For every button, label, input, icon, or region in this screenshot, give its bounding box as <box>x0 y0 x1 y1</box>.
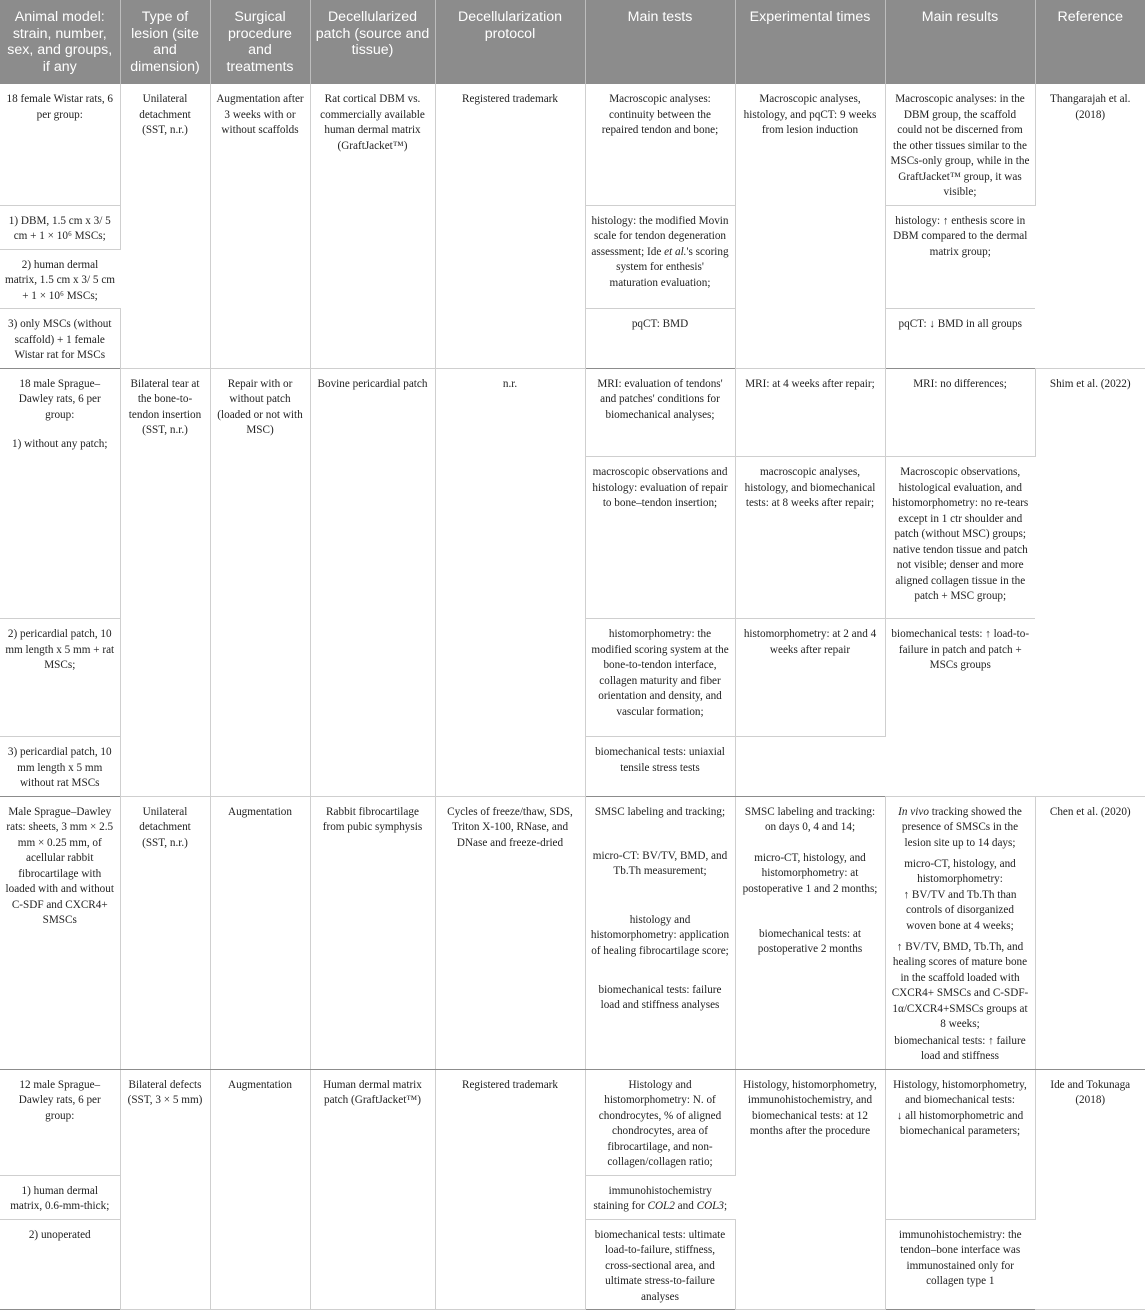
header-lesion-type: Type of lesion (site and dimension) <box>120 0 210 84</box>
reference-cell: Shim et al. (2022) <box>1035 368 1145 796</box>
header-main-tests: Main tests <box>585 0 735 84</box>
table-row <box>0 796 1145 1069</box>
surgical-cell: Augmentation <box>210 796 310 1069</box>
results-cell: Macroscopic analyses: in the DBM group, the scaffold could not be discerned from the other tissues similar to the MSCs-only group, while in the GraftJacket™ group, it was visible; <box>885 84 1035 205</box>
animal-cell: 2) human dermal matrix, 1.5 cm x 3/ 5 cm + 1 × 10⁶ MSCs; <box>0 249 120 309</box>
tests-text: SMSC labeling and tracking; <box>594 805 726 818</box>
animal-cell: 18 female Wistar rats, 6 per group: <box>0 84 120 205</box>
animal-cell: 1) DBM, 1.5 cm x 3/ 5 cm + 1 × 10⁶ MSCs; <box>0 205 120 249</box>
lesion-cell: Unilateral detachment (SST, n.r.) <box>120 84 210 368</box>
tests-cell: macroscopic observations and histology: evaluation of repair to bone–tendon insertion; <box>585 457 735 619</box>
results-cell: immunohistochemistry: the tendon–bone interface was immunostained only for collagen type 1 <box>885 1219 1035 1310</box>
surgical-cell: Augmentation <box>210 1069 310 1310</box>
patch-cell: Human dermal matrix patch (GraftJacket™) <box>310 1069 435 1310</box>
times-cell: macroscopic analyses, histology, and biomechanical tests: at 8 weeks after repair; <box>735 457 885 619</box>
times-cell <box>735 796 885 1069</box>
patch-cell: Rat cortical DBM vs. commercially available human dermal matrix (GraftJacket™) <box>310 84 435 368</box>
animal-cell <box>0 368 120 457</box>
animal-cell: 3) pericardial patch, 10 mm length x 5 mm without rat MSCs <box>0 737 120 797</box>
header-animal-model: Animal model: strain, number, sex, and groups, if any <box>0 0 120 84</box>
results-text: Histology, histomorphometry, and biomechanical tests: <box>893 1078 1027 1106</box>
lesion-cell: Bilateral tear at the bone-to-tendon insertion (SST, n.r.) <box>120 368 210 796</box>
tests-cell: histology: the modified Movin scale for tendon degeneration assessment; Ide et al.'s scoring system for enthesis' maturation evaluation; <box>585 205 735 309</box>
header-decellularized-patch: Decellularized patch (source and tissue) <box>310 0 435 84</box>
tests-cell: MRI: evaluation of tendons' and patches' conditions for biomechanical analyses; <box>585 368 735 457</box>
tests-text: micro-CT: BV/TV, BMD, and Tb.Th measurement; <box>592 849 728 877</box>
table-row <box>0 1069 1145 1175</box>
times-text: biomechanical tests: at postoperative 2 months <box>757 927 863 955</box>
reference-cell: Ide and Tokunaga (2018) <box>1035 1069 1145 1310</box>
times-text: micro-CT, histology, and histomorphometry: at postoperative 1 and 2 months; <box>742 851 878 895</box>
results-text: ↑ BV/TV, BMD, Tb.Th, and healing scores of mature bone in the scaffold loaded with CXCR4+ SMSCs and C-SDF-1α/CXCR4+SMSCs groups at 8 weeks; <box>891 940 1029 1030</box>
results-cell: histology: ↑ enthesis score in DBM compared to the dermal matrix group; <box>885 205 1035 309</box>
results-text: micro-CT, histology, and histomorphometry: <box>904 857 1016 885</box>
tests-cell: immunohistochemistry staining for COL2 and COL3; <box>585 1175 735 1219</box>
header-surgical-procedure: Surgical procedure and treatments <box>210 0 310 84</box>
times-cell: Macroscopic analyses, histology, and pqCT: 9 weeks from lesion induction <box>735 84 885 368</box>
animal-cell: 2) unoperated <box>0 1219 120 1310</box>
animal-cell: 3) only MSCs (without scaffold) + 1 female Wistar rat for MSCs <box>0 309 120 369</box>
times-cell: Histology, histomorphometry, immunohistochemistry, and biomechanical tests: at 12 months after the procedure <box>735 1069 885 1310</box>
results-text: ↑ BV/TV and Tb.Th than controls of disorganized woven bone at 4 weeks; <box>903 888 1017 932</box>
protocol-cell: Cycles of freeze/thaw, SDS, Triton X-100, RNase, and DNase and freeze-dried <box>435 796 585 1069</box>
animal-text: 18 male Sprague–Dawley rats, 6 per group: <box>18 377 101 421</box>
header-main-results: Main results <box>885 0 1035 84</box>
protocol-cell: Registered trademark <box>435 1069 585 1310</box>
results-cell <box>885 1069 1035 1219</box>
results-cell: biomechanical tests: ↑ load-to-failure in patch and patch + MSCs groups <box>885 619 1035 797</box>
times-cell: histomorphometry: at 2 and 4 weeks after repair <box>735 619 885 737</box>
animal-cell: 12 male Sprague–Dawley rats, 6 per group: <box>0 1069 120 1175</box>
table-row <box>0 368 1145 457</box>
results-cell: Macroscopic observations, histological evaluation, and histomorphometry: no re-tears except in 1 ctr shoulder and patch (without MSC) groups; native tendon tissue and patch not visible; denser and more aligned collagen tissue in the patch + MSC group; <box>885 457 1035 619</box>
animal-cell: 1) human dermal matrix, 0.6-mm-thick; <box>0 1175 120 1219</box>
protocol-cell: n.r. <box>435 368 585 796</box>
tests-cell: biomechanical tests: uniaxial tensile stress tests <box>585 737 735 797</box>
tests-cell: biomechanical tests: ultimate load-to-failure, stiffness, cross-sectional area, and ultimate stress-to-failure analyses <box>585 1219 735 1310</box>
results-text <box>891 805 1030 857</box>
header-decellularization-protocol: Decellularization protocol <box>435 0 585 84</box>
tests-cell: Histology and histomorphometry: N. of chondrocytes, % of aligned chondrocytes, area of fibrocartilage, and non-collagen/collagen ratio; <box>585 1069 735 1175</box>
header-experimental-times: Experimental times <box>735 0 885 84</box>
protocol-cell: Registered trademark <box>435 84 585 368</box>
lesion-cell: Unilateral detachment (SST, n.r.) <box>120 796 210 1069</box>
times-cell: MRI: at 4 weeks after repair; <box>735 368 885 457</box>
results-cell: MRI: no differences; <box>885 368 1035 457</box>
animal-cell: 2) pericardial patch, 10 mm length x 5 mm + rat MSCs; <box>0 619 120 737</box>
patch-cell: Bovine pericardial patch <box>310 368 435 796</box>
header-row <box>0 0 1145 84</box>
lesion-cell: Bilateral defects (SST, 3 × 5 mm) <box>120 1069 210 1310</box>
surgical-cell: Augmentation after 3 weeks with or without scaffolds <box>210 84 310 368</box>
results-cell <box>885 796 1035 1069</box>
patch-cell: Rabbit fibrocartilage from pubic symphysis <box>310 796 435 1069</box>
results-in-vivo-rest: tracking showed the presence of SMSCs in the lesion site up to 14 days; <box>901 805 1022 849</box>
results-cell: pqCT: ↓ BMD in all groups <box>885 309 1035 369</box>
times-cell <box>735 737 885 797</box>
results-text: biomechanical tests: ↑ failure load and stiffness <box>894 1034 1026 1062</box>
results-text: ↓ all histomorphometric and biomechanical parameters; <box>896 1109 1024 1137</box>
results-in-vivo: In vivo <box>898 805 929 818</box>
surgical-cell: Repair with or without patch (loaded or not with MSC) <box>210 368 310 796</box>
animal-text: 1) without any patch; <box>12 438 108 450</box>
tests-cell: histomorphometry: the modified scoring system at the bone-to-tendon interface, collagen maturity and fiber orientation and density, and vascular formation; <box>585 619 735 737</box>
tests-text: biomechanical tests: failure load and stiffness analyses <box>598 983 722 1011</box>
tests-cell: Macroscopic analyses: continuity between the repaired tendon and bone; <box>585 84 735 205</box>
tests-text: histology and histomorphometry: application of healing fibrocartilage score; <box>590 913 730 957</box>
reference-cell: Chen et al. (2020) <box>1035 796 1145 1069</box>
reference-cell: Thangarajah et al. (2018) <box>1035 84 1145 368</box>
header-reference: Reference <box>1035 0 1145 84</box>
animal-cell <box>0 457 120 619</box>
tests-cell <box>585 796 735 1069</box>
tests-cell: pqCT: BMD <box>585 309 735 369</box>
table-row <box>0 84 1145 205</box>
animal-cell: Male Sprague–Dawley rats: sheets, 3 mm × 2.5 mm × 0.25 mm, of acellular rabbit fibrocartilage with loaded with and without C-SDF and CXCR4+ SMSCs <box>0 796 120 1069</box>
times-text: SMSC labeling and tracking: on days 0, 4 and 14; <box>744 805 876 833</box>
